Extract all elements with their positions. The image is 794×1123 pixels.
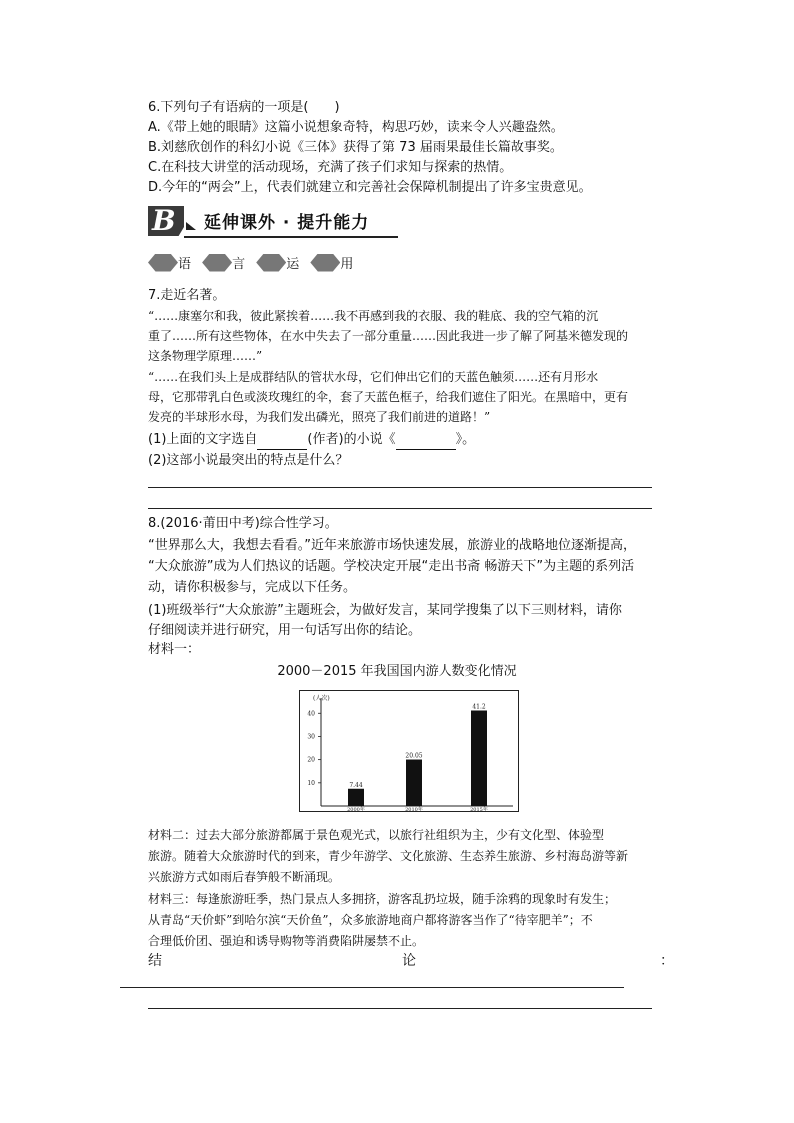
q7-stem: 7.走近名著。 <box>148 288 226 303</box>
subsection-char: 运 <box>286 256 300 272</box>
hexagon-icon <box>256 254 286 272</box>
author-blank[interactable] <box>257 449 307 450</box>
q8-intro-line: “世界那么大，我想去看看。”近年来旅游市场快速发展，旅游业的战略地位逐渐提高， <box>148 538 636 553</box>
material3-line: 合理低价团、强迫和诱导购物等消费陷阱屡禁不止。 <box>148 934 425 948</box>
q8-stem: 8.(2016·莆田中考)综合性学习。 <box>148 516 338 531</box>
q8-intro-line: 动，请你积极参与，完成以下任务。 <box>148 580 357 595</box>
q7-sub1 <box>148 430 475 450</box>
bar <box>471 710 487 806</box>
material2-line: 材料二：过去大部分旅游都属于景色观光式，以旅行社组织为主，少有文化型、体验型 <box>148 828 605 842</box>
subsection-heading <box>148 252 359 276</box>
q7-quote2-line: 母，它那带乳白色或淡玫瑰红的伞，套了天蓝色框子，给我们遮住了阳光。在黑暗中，更有 <box>148 390 629 404</box>
material2-line: 旅游。随着大众旅游时代的到来，青少年游学、文化旅游、生态养生旅游、乡村海岛游等新 <box>148 849 629 863</box>
chart-title: 2000－2015 年我国国内游人数变化情况 <box>277 664 517 679</box>
y-tick-label: 10 <box>307 779 315 787</box>
triangle-icon <box>186 222 196 230</box>
bar <box>348 789 364 806</box>
section-letter: B <box>152 204 176 237</box>
answer-line[interactable] <box>148 487 652 488</box>
q6-option-a: A.《带上她的眼睛》这篇小说想象奇特，构思巧妙，读来令人兴趣盎然。 <box>148 120 564 135</box>
y-tick-label: 30 <box>307 733 315 741</box>
y-tick-label: 40 <box>307 710 315 718</box>
subsection-char: 用 <box>340 256 354 272</box>
answer-line[interactable] <box>120 987 624 988</box>
q6-option-d: D.今年的“两会”上，代表们就建立和完善社会保障机制提出了许多宝贵意见。 <box>148 180 592 195</box>
subsection-char: 言 <box>232 256 246 272</box>
material1-label: 材料一： <box>148 642 201 657</box>
q6-option-c: C.在科技大讲堂的活动现场，充满了孩子们求知与探索的热情。 <box>148 160 513 175</box>
hexagon-icon <box>202 254 232 272</box>
y-axis-label: (人次) <box>313 695 330 702</box>
q6-stem: 6.下列句子有语病的一项是( ) <box>148 100 340 115</box>
x-tick-label: 2015年 <box>470 807 488 812</box>
q7-quote1-line: 这条物理学原理……” <box>148 349 263 363</box>
q7-sub1-part-a: (1)上面的文字选自 <box>148 432 258 447</box>
answer-line[interactable] <box>148 1008 652 1009</box>
data-label: 20.05 <box>405 752 423 760</box>
title-blank[interactable] <box>396 449 456 450</box>
q7-sub1-part-c: 》。 <box>455 432 476 447</box>
x-tick-label: 2000年 <box>347 807 365 812</box>
q8-intro-line: “大众旅游”成为人们热议的话题。学校决定开展“走出书斋 畅游天下”为主题的系列活 <box>148 559 635 574</box>
bar <box>406 760 422 806</box>
section-underline <box>184 236 398 238</box>
q7-quote1-line: 重了……所有这些物体，在水中失去了一部分重量……因此我进一步了解了阿基米德发现的 <box>148 329 629 343</box>
section-title: 延伸课外 · 提升能力 <box>204 213 370 233</box>
material3-line: 从青岛“天价虾”到哈尔滨“天价鱼”，众多旅游地商户都将游客当作了“待宰肥羊”；不 <box>148 913 593 927</box>
q7-quote2-line: 发亮的半球形水母，为我们发出磷光，照亮了我们前进的道路！” <box>148 410 491 424</box>
subsection-char: 语 <box>178 256 192 272</box>
q7-sub2: (2)这部小说最突出的特点是什么？ <box>148 453 349 468</box>
y-tick-label: 20 <box>307 756 315 764</box>
q7-quote1-line: “……康塞尔和我，彼此紧挨着……我不再感到我的衣服、我的鞋底、我的空气箱的沉 <box>148 309 599 323</box>
answer-line[interactable] <box>148 508 652 509</box>
conclusion-colon: ： <box>660 953 674 969</box>
section-banner <box>148 206 398 238</box>
q8-task1-line: 仔细阅读并进行研究，用一句话写出你的结论。 <box>148 623 422 638</box>
material2-line: 兴旅游方式如雨后春笋般不断涌现。 <box>148 870 341 884</box>
data-label: 41.2 <box>472 703 486 711</box>
material3-line: 材料三：每逢旅游旺季，热门景点人多拥挤，游客乱扔垃圾，随手涂鸦的现象时有发生； <box>148 892 617 906</box>
conclusion-label-2: 论 <box>402 953 416 969</box>
q7-quote2-line: “……在我们头上是成群结队的管状水母，它们伸出它们的天蓝色触须……还有月形水 <box>148 370 599 384</box>
bar-chart <box>299 690 519 812</box>
hexagon-icon <box>148 254 178 272</box>
q6-option-b: B.刘慈欣创作的科幻小说《三体》获得了第 73 届雨果最佳长篇故事奖。 <box>148 140 563 155</box>
hexagon-icon <box>310 254 340 272</box>
x-tick-label: 2010年 <box>405 807 423 812</box>
conclusion-label-1: 结 <box>148 953 162 969</box>
data-label: 7.44 <box>349 781 363 789</box>
q7-sub1-part-b: (作者)的小说《 <box>307 432 396 447</box>
q8-task1-line: (1)班级举行“大众旅游”主题班会，为做好发言，某同学搜集了以下三则材料，请你 <box>148 603 622 618</box>
